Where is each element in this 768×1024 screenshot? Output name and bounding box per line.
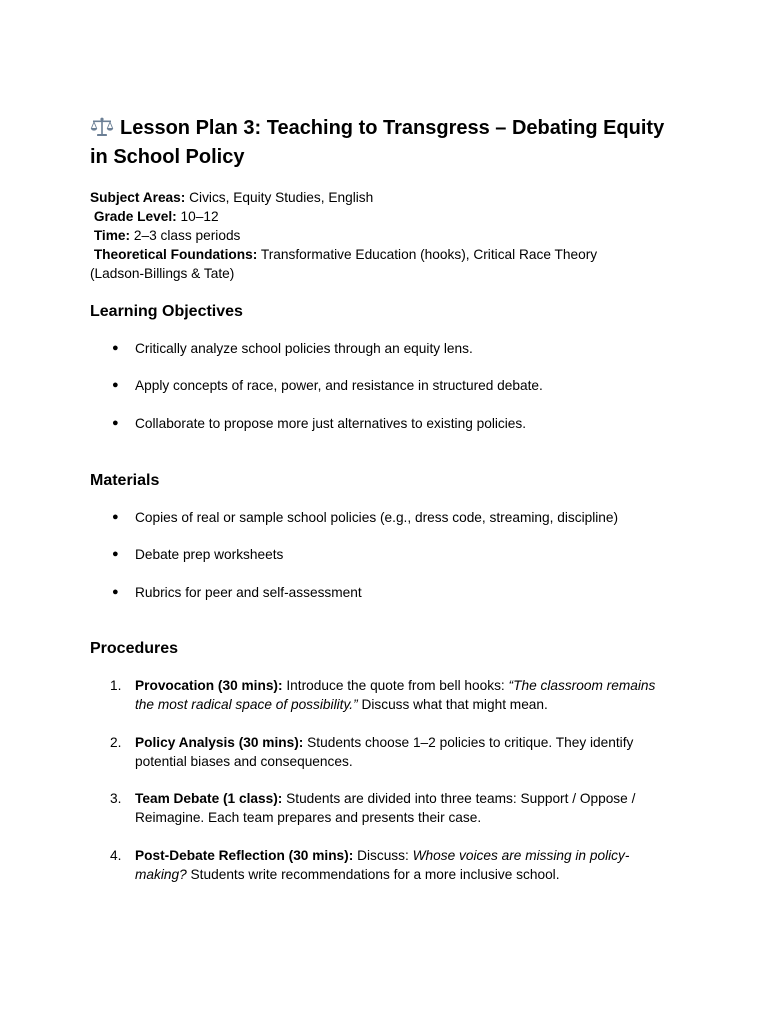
bullet-icon: ● [112, 342, 119, 354]
meta-label: Time: [93, 228, 131, 243]
list-item-text: Collaborate to propose more just alternatives to existing policies. [135, 416, 527, 431]
list-item-text: Debate prep worksheets [135, 547, 284, 562]
meta-theoretical-foundations [90, 245, 650, 283]
list-item-text: Copies of real or sample school policies (e.g., dress code, streaming, discipline) [135, 510, 619, 525]
bullet-icon: ● [112, 511, 119, 523]
step-number: 2. [110, 735, 122, 750]
list-item-text: Rubrics for peer and self-assessment [135, 585, 362, 600]
bullet-icon: ● [112, 548, 119, 560]
list-item-text: Critically analyze school policies through an equity lens. [135, 341, 473, 356]
page-title-text: Lesson Plan 3: Teaching to Transgress – Debating Equity in School Policy [90, 117, 665, 168]
page-title [90, 114, 680, 172]
meta-grade-level [90, 207, 650, 226]
procedures-heading: Procedures [90, 640, 179, 657]
bullet-icon: ● [112, 379, 119, 391]
step-number: 1. [110, 678, 122, 693]
meta-value: Civics, Equity Studies, English [185, 190, 374, 205]
step-quote: “The classroom remains the most radical space of possibility.” [135, 678, 656, 712]
step-text: Students write recommendations for a more inclusive school. [186, 867, 560, 882]
step-text: Students choose 1–2 policies to critique. They identify potential biases and consequences. [135, 735, 634, 769]
step-body [135, 733, 670, 771]
step-label: Team Debate (1 class): [135, 791, 283, 806]
step-label: Policy Analysis (30 mins): [135, 735, 304, 750]
materials-heading: Materials [90, 472, 160, 489]
bullet-icon: ● [112, 417, 119, 429]
list-item-text: Apply concepts of race, power, and resistance in structured debate. [135, 378, 543, 393]
balance-scale-icon [90, 117, 114, 137]
meta-value: 10–12 [176, 209, 219, 224]
meta-label: Subject Areas: [90, 190, 186, 205]
objectives-heading: Learning Objectives [90, 303, 243, 320]
meta-label: Theoretical Foundations: [93, 247, 258, 262]
meta-time [90, 226, 650, 245]
step-label: Provocation (30 mins): [135, 678, 283, 693]
step-text: Introduce the quote from bell hooks: [282, 678, 509, 693]
step-number: 4. [110, 848, 122, 863]
meta-subject-areas [90, 188, 650, 207]
step-question: Whose voices are missing in policy-making? [135, 848, 630, 882]
meta-value: Transformative Education (hooks), Critical Race Theory (Ladson-Billings & Tate) [90, 247, 598, 281]
step-label: Post-Debate Reflection (30 mins): [135, 848, 354, 863]
step-body [135, 676, 670, 714]
meta-label: Grade Level: [93, 209, 177, 224]
step-body [135, 846, 670, 884]
step-text: Students are divided into three teams: Support / Oppose / Reimagine. Each team prepares and presents their case. [135, 791, 636, 825]
step-text: Discuss: [353, 848, 413, 863]
meta-value: 2–3 class periods [130, 228, 241, 243]
lesson-meta [90, 188, 650, 283]
step-text: Discuss what that might mean. [357, 697, 548, 712]
bullet-icon: ● [112, 586, 119, 598]
step-body [135, 789, 670, 827]
step-number: 3. [110, 791, 122, 806]
